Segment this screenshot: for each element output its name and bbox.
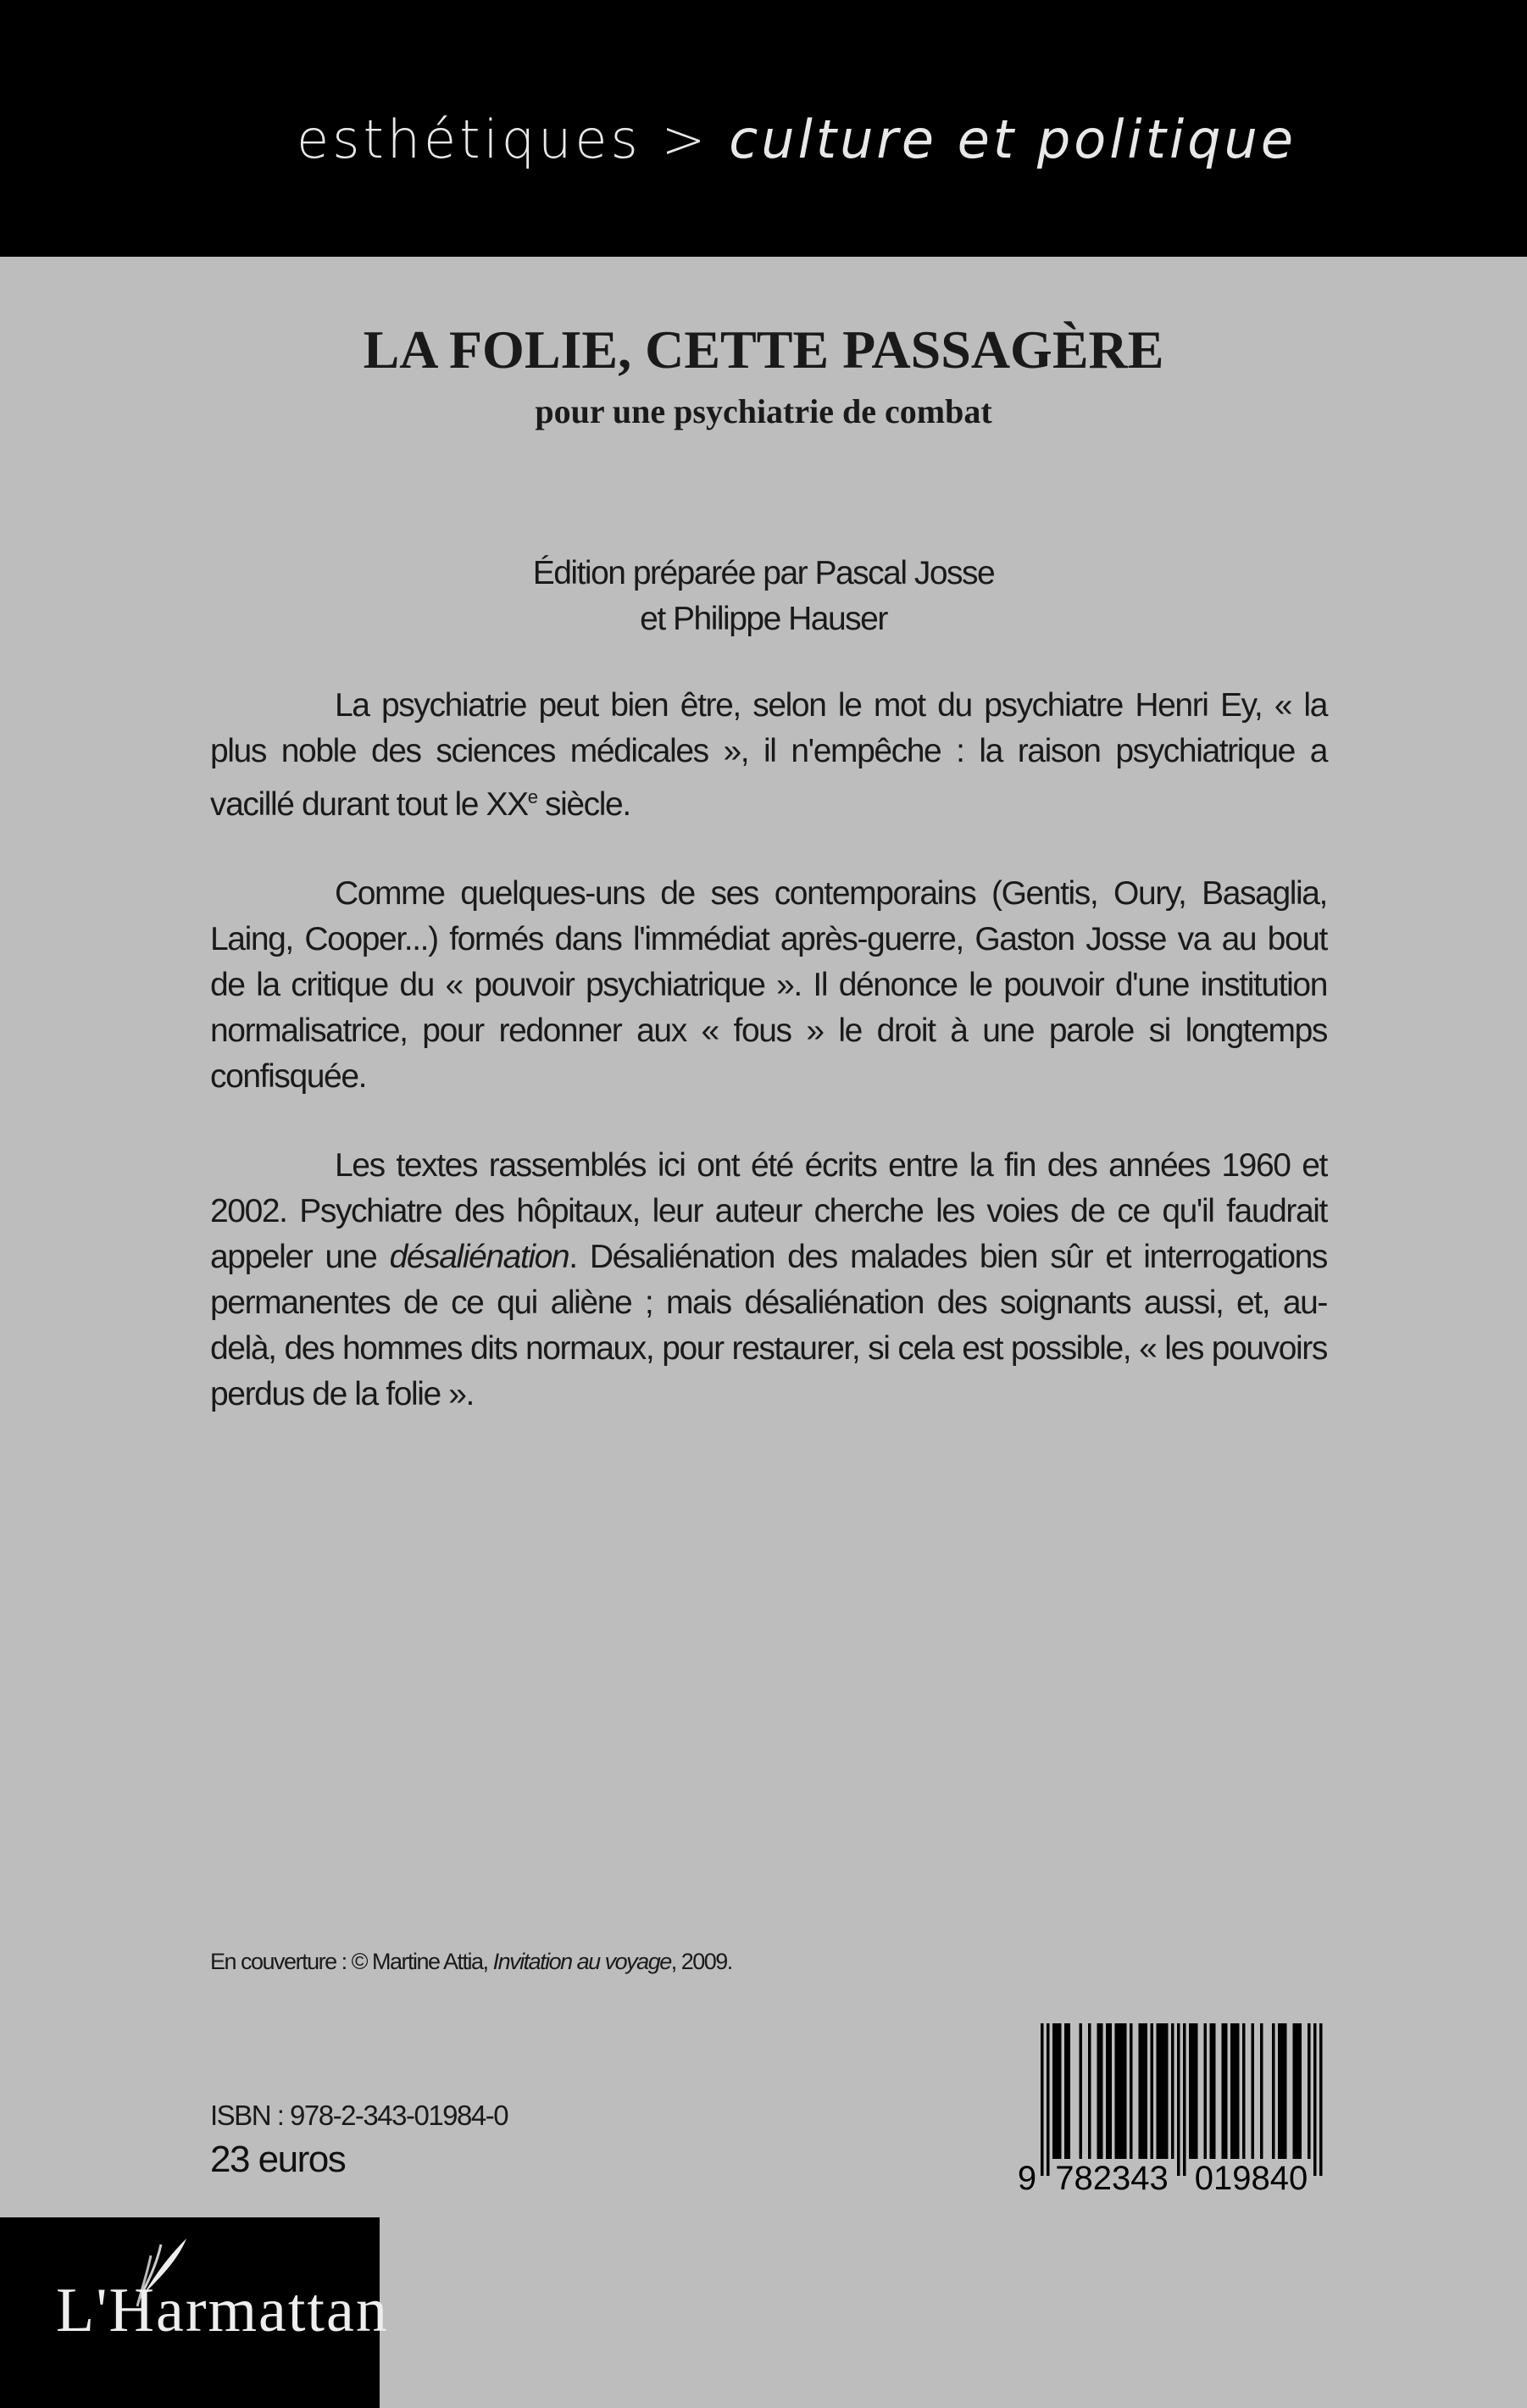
barcode-bar xyxy=(1100,2023,1103,2159)
series-label xyxy=(297,108,1297,170)
barcode-bar xyxy=(1151,2023,1154,2159)
barcode-bar xyxy=(1177,2023,1180,2176)
barcode-digits: 782343 xyxy=(1055,2160,1169,2193)
barcode-bar xyxy=(1121,2023,1124,2159)
p3-end: . Désaliénation des malades bien sûr et interrogations permanentes de ce qui aliène ; mais désaliénation des soignants aussi, et, au-delà, des hommes dits normaux, pour restaurer, si cela est possible, « les pouvoirs perdus de la folie ». xyxy=(210,1239,1327,1412)
barcode-bar xyxy=(1163,2023,1166,2159)
barcode-bar xyxy=(1195,2023,1198,2159)
editors xyxy=(0,551,1527,642)
p3-emphasis: désaliénation xyxy=(389,1239,569,1275)
p1-text: La psychiatrie peut bien être, selon le mot du psychiatre Henri Ey, « la plus noble des sciences médicales », il n'empêche : la raison psychiatrique a vacillé durant tout le XX xyxy=(210,687,1327,823)
p1-end: siècle. xyxy=(536,786,630,823)
book-title: LA FOLIE, CETTE PASSAGÈRE xyxy=(363,319,1164,380)
barcode-bar xyxy=(1192,2023,1196,2159)
cover-credit xyxy=(210,1949,732,1975)
barcode-bar xyxy=(1224,2023,1228,2159)
barcode-bar xyxy=(1165,2023,1169,2159)
credit-work: Invitation au voyage xyxy=(492,1949,671,1974)
barcode-bar xyxy=(1124,2023,1127,2159)
barcode-bar xyxy=(1080,2023,1083,2159)
barcode-bar xyxy=(1189,2023,1192,2159)
barcode-bar xyxy=(1068,2023,1071,2159)
blurb-paragraph-2: Comme quelques-uns de ses contemporains (Gentis, Oury, Basaglia, Laing, Cooper...) formés dans l'immédiat après-guerre, Gaston Josse va au bout de la critique du « pouvoir psychiatrique ». Il dénonce le pouvoir d'une institution normalisatrice, pour redonner aux « fous » le droit à une parole si longtemps confisquée. xyxy=(210,875,1327,1095)
barcode-bar xyxy=(1299,2023,1302,2159)
subseries-name: culture et politique xyxy=(729,108,1297,170)
isbn: ISBN : 978-2-343-01984-0 xyxy=(210,2100,508,2131)
blurb-paragraph-1 xyxy=(210,683,1327,828)
barcode-bar xyxy=(1064,2023,1068,2159)
book-subtitle: pour une psychiatrie de combat xyxy=(535,392,992,430)
barcode-bar xyxy=(1171,2023,1174,2159)
barcode-bar xyxy=(1145,2023,1148,2159)
blurb-paragraph-3 xyxy=(210,1143,1327,1418)
barcode-bar xyxy=(1115,2023,1119,2159)
barcode-digits: 019840 xyxy=(1194,2160,1308,2193)
barcode-bar xyxy=(1183,2023,1186,2176)
barcode-bar xyxy=(1236,2023,1240,2159)
barcode-bar xyxy=(1141,2023,1145,2159)
barcode-bar xyxy=(1234,2023,1237,2159)
barcode-bar xyxy=(1047,2023,1050,2176)
barcode-bar xyxy=(1284,2023,1287,2159)
barcode-bar xyxy=(1222,2023,1225,2159)
barcode-bar xyxy=(1088,2023,1091,2159)
barcode-bar xyxy=(1296,2023,1299,2159)
barcode-bar xyxy=(1281,2023,1285,2159)
barcode-bar xyxy=(1313,2023,1317,2176)
barcode-digits: 9 xyxy=(1017,2160,1037,2193)
barcode-bar xyxy=(1097,2023,1101,2159)
series-name: esthétiques > xyxy=(297,108,709,170)
barcode-bar xyxy=(1056,2023,1059,2159)
blurb xyxy=(210,683,1327,1461)
barcode xyxy=(1017,2023,1330,2193)
p1-sup: e xyxy=(527,786,537,807)
barcode-bar xyxy=(1272,2023,1275,2159)
credit-prefix: En couverture : © Martine Attia, xyxy=(210,1949,493,1974)
publisher-name: L'Harmattan xyxy=(56,2276,389,2345)
barcode-bar xyxy=(1293,2023,1297,2159)
barcode-bar xyxy=(1213,2023,1216,2159)
credit-suffix: , 2009. xyxy=(670,1949,732,1974)
barcode-bar xyxy=(1139,2023,1142,2159)
barcode-bar xyxy=(1041,2023,1044,2176)
barcode-bar xyxy=(1252,2023,1255,2159)
series-banner xyxy=(0,0,1527,257)
p3-start: Les textes rassemblés ici ont été écrits entre la fin des années 1960 et 2002. Psychiatre des hôpitaux, leur auteur cherche les voies de ce qu'il faudrait appeler une xyxy=(210,1147,1327,1275)
editors-line-1: Édition préparée par Pascal Josse xyxy=(532,555,995,591)
price: 23 euros xyxy=(210,2139,346,2180)
barcode-bar xyxy=(1159,2023,1163,2159)
editors-line-2: et Philippe Hauser xyxy=(640,601,887,637)
barcode-bar xyxy=(1157,2023,1160,2159)
barcode-bar xyxy=(1052,2023,1056,2159)
barcode-bar xyxy=(1230,2023,1234,2159)
barcode-bar xyxy=(1109,2023,1113,2159)
barcode-bar xyxy=(1210,2023,1213,2159)
barcode-bar xyxy=(1058,2023,1062,2159)
publisher-logo xyxy=(0,2217,389,2408)
barcode-bar xyxy=(1319,2023,1323,2176)
barcode-bar xyxy=(1242,2023,1246,2159)
barcode-bar xyxy=(1260,2023,1263,2159)
barcode-bar xyxy=(1278,2023,1281,2159)
barcode-bar xyxy=(1106,2023,1109,2159)
barcode-bar xyxy=(1130,2023,1133,2159)
barcode-bar xyxy=(1118,2023,1121,2159)
barcode-bar xyxy=(1308,2023,1311,2159)
barcode-bar xyxy=(1204,2023,1208,2159)
